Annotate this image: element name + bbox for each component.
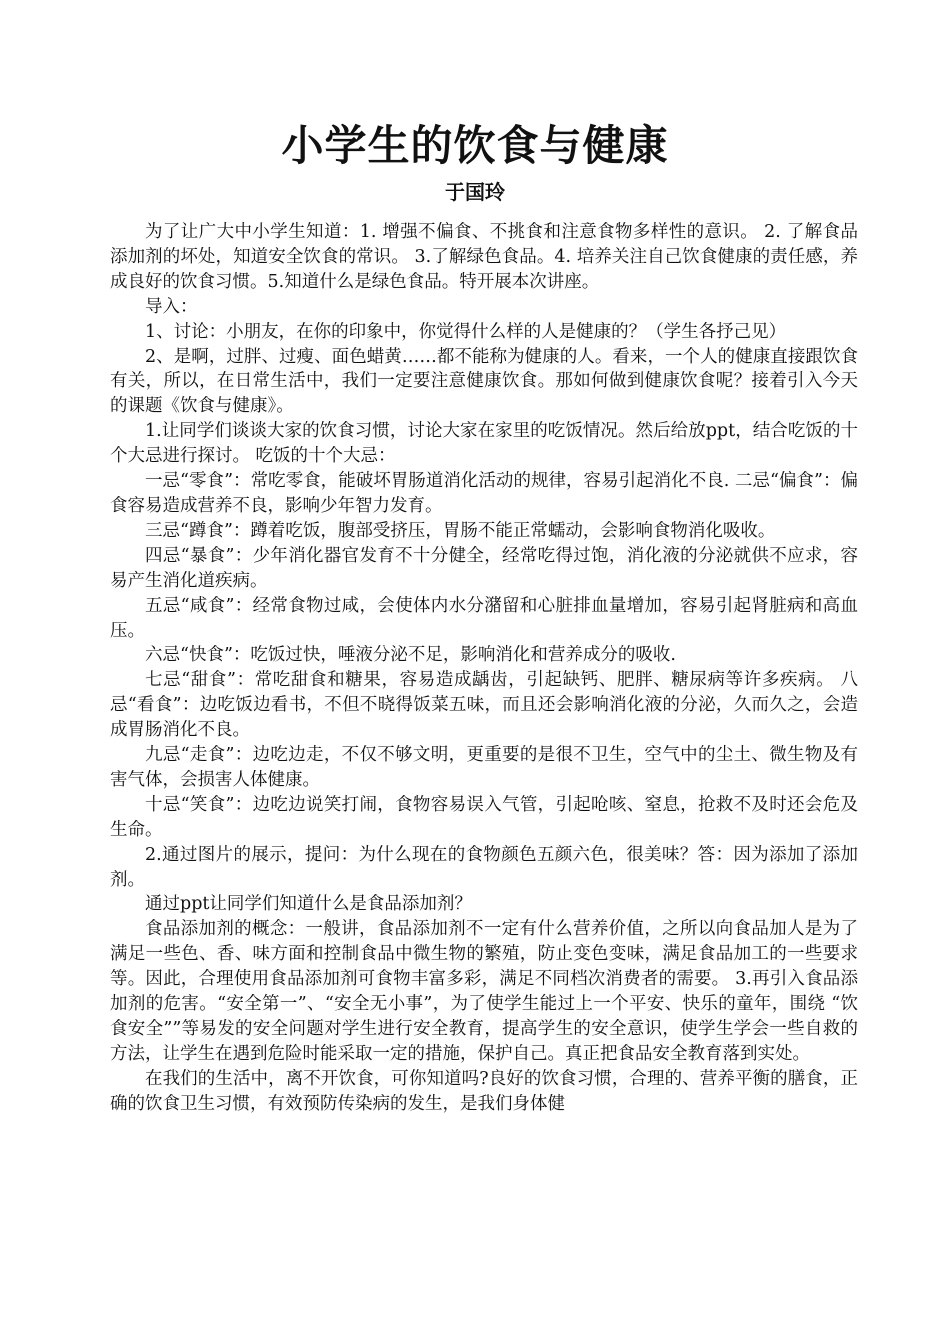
- paragraph-discussion: 1、讨论：小朋友，在你的印象中，你觉得什么样的人是健康的？（学生各抒己见）: [145, 321, 787, 342]
- paragraph-eating-habits: 1.让同学们谈谈大家的饮食习惯，讨论大家在家里的吃饭情况。然后给放ppt，结合吃饭的十个大忌进行探讨。 吃饭的十个大忌：: [110, 421, 858, 467]
- document-title: 小学生的饮食与健康: [281, 121, 669, 170]
- paragraph-taboo-7-8: 七忌“甜食”：常吃甜食和糖果，容易造成龋齿，引起缺钙、肥胖、糖尿病等许多疾病。 八忌“看食”：边吃饭边看书，不但不晓得饭菜五味，而且还会影响消化液的分泌，久而久之，会造成胃肠消化不良。: [110, 670, 858, 741]
- paragraph-taboo-10: 十忌“笑食”：边吃边说笑打闹，食物容易误入气管，引起呛咳、窒息，抢救不及时还会危及生命。: [110, 794, 858, 840]
- document-author: 于国玲: [445, 180, 505, 204]
- paragraph-intro: 为了让广大中小学生知道：1. 增强不偏食、不挑食和注意食物多样性的意识。 2. 了解食品添加剂的坏处，知道安全饮食的常识。 3.了解绿色食品。4. 培养关注自己饮食健康的责任感，养成良好的饮食习惯。5.知道什么是绿色食品。特开展本次讲座。: [110, 222, 858, 292]
- paragraph-lead-in-heading: 导入：: [145, 296, 198, 317]
- paragraph-additives-intro: 通过ppt让同学们知道什么是食品添加剂？: [145, 894, 472, 915]
- document-body: [110, 220, 858, 1117]
- paragraph-taboo-1-2: 一忌“零食”：常吃零食，能破坏胃肠道消化活动的规律，容易引起消化不良. 二忌“偏食”：偏食容易造成营养不良，影响少年智力发育。: [110, 471, 858, 516]
- paragraph-taboo-3: 三忌“蹲食”：蹲着吃饭，腹部受挤压，胃肠不能正常蠕动，会影响食物消化吸收。: [145, 520, 776, 541]
- paragraph-taboo-6: 六忌“快食”：吃饭过快，唾液分泌不足，影响消化和营养成分的吸收.: [145, 645, 676, 666]
- paragraph-taboo-5: 五忌“咸食”：经常食物过咸，会使体内水分潴留和心脏排血量增加，容易引起肾脏病和高血压。: [110, 595, 858, 641]
- paragraph-taboo-9: 九忌“走食”：边吃边走，不仅不够文明，更重要的是很不卫生，空气中的尘土、微生物及有害气体，会损害人体健康。: [110, 745, 858, 790]
- paragraph-additives-question: 2.通过图片的展示，提问：为什么现在的食物颜色五颜六色，很美味？答：因为添加了添加剂。: [110, 844, 858, 890]
- paragraph-conclusion: 在我们的生活中，离不开饮食，可你知道吗?良好的饮食习惯，合理的、营养平衡的膳食，正确的饮食卫生习惯，有效预防传染病的发生，是我们身体健: [110, 1068, 858, 1114]
- paragraph-taboo-4: 四忌“暴食”：少年消化器官发育不十分健全，经常吃得过饱，消化液的分泌就供不应求，容易产生消化道疾病。: [110, 545, 858, 591]
- paragraph-healthy-eating: 2、是啊，过胖、过瘦、面色蜡黄……都不能称为健康的人。看来，一个人的健康直接跟饮食有关，所以，在日常生活中，我们一定要注意健康饮食。那如何做到健康饮食呢？接着引入今天的课题《饮食与健康》。: [110, 346, 858, 417]
- paragraph-additives-concept: 食品添加剂的概念：一般讲，食品添加剂不一定有什么营养价值，之所以向食品加人是为了满足一些色、香、味方面和控制食品中微生物的繁殖，防止变色变味，满足食品加工的一些要求等。因此，合理使用食品添加剂可食物丰富多彩，满足不同档次消费者的需要。 3.再引入食品添加剂的危害。“安全第一”、“安全无小事”，为了使学生能过上一个平安、快乐的童年，围绕 “饮食安全””等易发的安全问题对学生进行安全教育，提高学生的安全意识，使学生学会一些自救的方法，让学生在遇到危险时能采取一定的措施，保护自己。真正把食品安全教育落到实处。: [110, 919, 858, 1064]
